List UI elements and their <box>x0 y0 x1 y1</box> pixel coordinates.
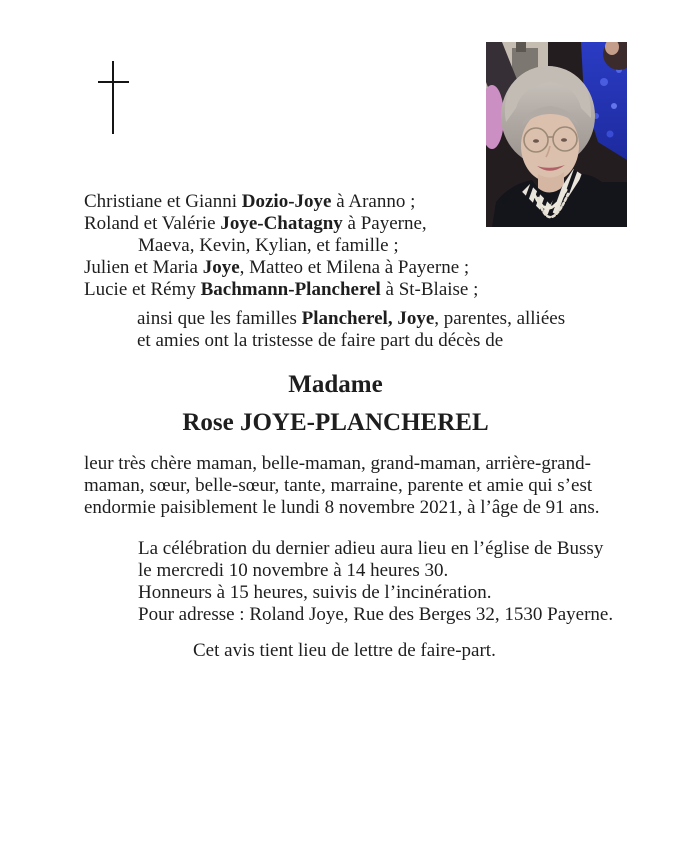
family-line-text: , Matteo et Milena à Payerne ; <box>239 257 470 278</box>
family-line-text: à Aranno ; <box>331 191 416 212</box>
family-name-bold: Dozio-Joye <box>241 191 332 212</box>
tribute-line: leur très chère maman, belle-maman, grand-maman, arrière-grand- <box>84 453 591 474</box>
intro-text: , parentes, alliées <box>434 308 566 329</box>
ceremony-line: le mercredi 10 novembre à 14 heures 30. <box>138 560 449 581</box>
intro-families-bold: Plancherel, Joye <box>301 308 435 329</box>
ceremony-line: La célébration du dernier adieu aura lieu en l’église de Bussy <box>138 538 604 559</box>
ceremony-line: Pour adresse : Roland Joye, Rue des Berges 32, 1530 Payerne. <box>138 604 614 625</box>
family-name-bold: Joye <box>202 257 240 278</box>
intro-line <box>137 308 565 330</box>
intro-text: et amies ont la tristesse de faire part du décès de <box>137 330 504 351</box>
family-list <box>84 191 478 301</box>
family-line-text: à St-Blaise ; <box>380 279 479 300</box>
family-line-text: Roland et Valérie <box>84 213 221 234</box>
cross-icon-horizontal <box>98 81 129 83</box>
intro-line <box>137 330 565 352</box>
portrait-photo-illustration <box>486 42 627 227</box>
intro-paragraph <box>137 308 565 352</box>
family-line <box>84 191 478 213</box>
family-line <box>84 257 478 279</box>
family-line-text: Lucie et Rémy <box>84 279 201 300</box>
family-line-text: à Payerne, <box>342 213 427 234</box>
tribute-line: endormie paisiblement le lundi 8 novembre 2021, à l’âge de 91 ans. <box>84 497 600 518</box>
family-name-bold: Joye-Chatagny <box>220 213 343 234</box>
intro-text: ainsi que les familles <box>137 308 302 329</box>
portrait-photo <box>486 42 627 227</box>
closing-line: Cet avis tient lieu de lettre de faire-part. <box>193 640 496 661</box>
tribute-line: maman, sœur, belle-sœur, tante, marraine, parente et amie qui s’est <box>84 475 593 496</box>
tribute-paragraph <box>84 453 600 519</box>
ceremony-line: Honneurs à 15 heures, suivis de l’incinération. <box>138 582 492 603</box>
family-line-text: Christiane et Gianni <box>84 191 242 212</box>
deceased-name: Rose JOYE-PLANCHEREL <box>182 409 489 436</box>
cross-icon-vertical <box>112 61 114 134</box>
family-line-text: Maeva, Kevin, Kylian, et famille ; <box>138 235 399 256</box>
family-line <box>84 235 478 257</box>
family-line <box>84 213 478 235</box>
family-name-bold: Bachmann-Plancherel <box>200 279 381 300</box>
title-madame: Madame <box>288 371 383 398</box>
family-line <box>84 279 478 301</box>
family-line-text: Julien et Maria <box>84 257 203 278</box>
ceremony-paragraph <box>138 538 613 626</box>
